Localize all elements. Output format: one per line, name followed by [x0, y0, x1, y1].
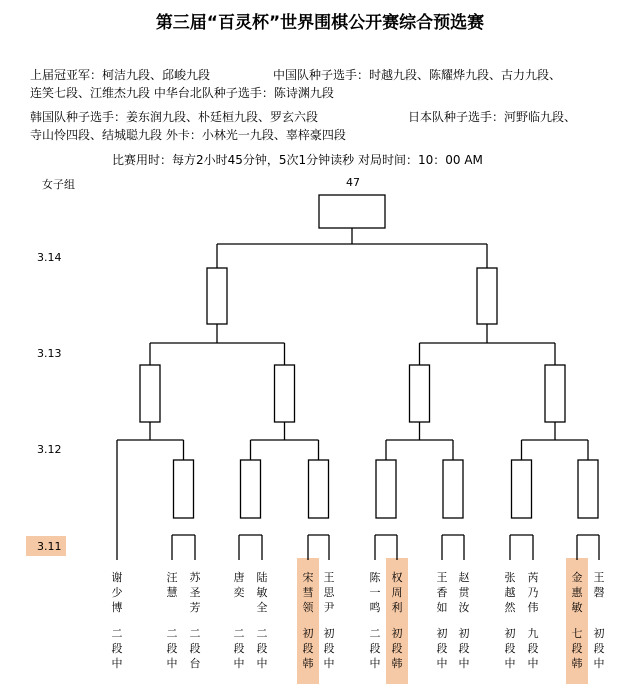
match-box-round1 [376, 460, 396, 518]
player-name: 赵贯汝 [458, 571, 470, 614]
player-rank: 九段中 [527, 627, 539, 670]
player-rank: 初段中 [436, 627, 448, 670]
player-name: 芮乃伟 [527, 571, 539, 614]
player-name: 宋彗领 [302, 571, 314, 614]
player-rank: 二段中 [166, 627, 178, 670]
match-box-round3 [477, 268, 497, 324]
info-line-5: 比赛用时：每方2小时45分钟，5次1分钟读秒 对局时间：10：00 AM [112, 153, 483, 167]
date-3-13: 3.13 [37, 347, 62, 360]
player-rank: 初段中 [593, 627, 605, 670]
date-3-12: 3.12 [37, 443, 62, 456]
match-box-round2 [410, 365, 430, 422]
player-rank: 二段中 [369, 627, 381, 670]
player-name: 王香如 [436, 571, 448, 614]
player-name: 唐奕 [233, 571, 245, 599]
player-rank: 初段中 [323, 627, 335, 670]
final-number: 47 [346, 176, 360, 189]
match-box-round1 [578, 460, 598, 518]
player-name: 张越然 [504, 571, 516, 614]
match-box-round1 [512, 460, 532, 518]
info-line-3a: 韩国队种子选手：姜东润九段、朴廷桓九段、罗玄六段 [30, 110, 319, 124]
player-name: 权周利 [391, 571, 403, 614]
match-box-round1 [241, 460, 261, 518]
info-line-1a: 上届冠亚军：柯洁九段、邱峻九段 [30, 68, 211, 82]
page-title: 第三届“百灵杯”世界围棋公开赛综合预选赛 [155, 13, 485, 33]
player-name: 谢少博 [111, 571, 123, 614]
player-name: 王思尹 [323, 571, 335, 614]
match-box-round3 [207, 268, 227, 324]
player-name: 王磬 [593, 571, 605, 599]
match-box-round2 [140, 365, 160, 422]
player-rank: 二段台 [189, 627, 201, 670]
player-rank: 二段中 [111, 627, 123, 670]
player-name: 陈一鸣 [369, 571, 381, 614]
player-name: 汪慧 [166, 571, 178, 599]
player-rank: 七段韩 [571, 627, 583, 670]
player-rank: 二段中 [256, 627, 268, 670]
player-rank: 初段中 [458, 627, 470, 670]
player-rank: 二段中 [233, 627, 245, 670]
match-box-round2 [275, 365, 295, 422]
player-rank: 初段中 [504, 627, 516, 670]
match-box-final [319, 195, 385, 228]
date-3-11: 3.11 [37, 540, 62, 553]
player-rank: 初段韩 [302, 627, 314, 670]
player-name: 金惠敏 [571, 571, 583, 614]
match-box-round1 [174, 460, 194, 518]
player-name: 苏圣芳 [189, 571, 201, 614]
match-box-round2 [545, 365, 565, 422]
match-box-round1 [309, 460, 329, 518]
match-box-round1 [443, 460, 463, 518]
player-name: 陆敏全 [256, 571, 268, 614]
info-line-4: 寺山怜四段、结城聪九段 外卡：小林光一九段、辜梓豪四段 [30, 128, 346, 142]
info-line-1b: 中国队种子选手：时越九段、陈耀烨九段、古力九段、 [273, 68, 562, 82]
info-line-3b: 日本队种子选手：河野临九段、 [408, 110, 577, 124]
info-line-2: 连笑七段、江维杰九段 中华台北队种子选手：陈诗渊九段 [30, 86, 334, 100]
date-3-14: 3.14 [37, 251, 62, 264]
player-rank: 初段韩 [391, 627, 403, 670]
group-label: 女子组 [42, 178, 75, 191]
